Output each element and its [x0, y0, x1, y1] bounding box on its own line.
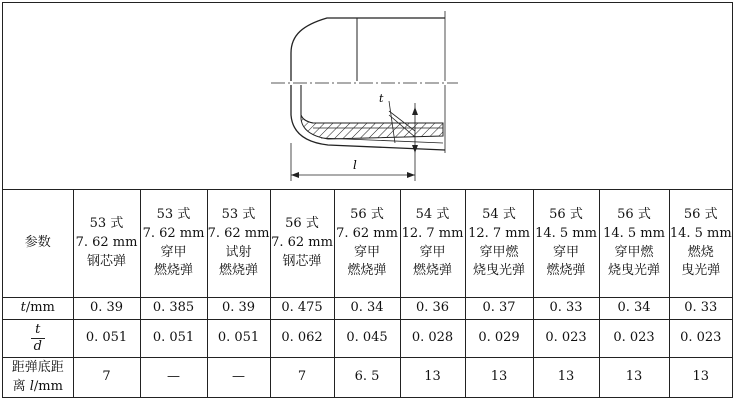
row-label-t: t/mm	[3, 298, 73, 320]
wall-outer-line	[321, 138, 443, 143]
table-cell: 0. 051	[140, 320, 207, 358]
table-cell: 0. 045	[334, 320, 400, 358]
table-cell: 0. 34	[334, 298, 400, 320]
table-row	[3, 320, 732, 358]
table-cell: 0. 023	[669, 320, 732, 358]
table-cell: 0. 37	[465, 298, 533, 320]
table-cell: 13	[599, 358, 669, 398]
column-header: 53 式 7. 62 mm 钢芯弹	[73, 190, 140, 298]
table-cell: 0. 062	[270, 320, 334, 358]
table-cell: 13	[669, 358, 732, 398]
table-cell: 0. 39	[207, 298, 270, 320]
table-cell: 0. 34	[599, 298, 669, 320]
table-cell: 0. 028	[400, 320, 465, 358]
row-label-t-over-d: $\frac{t}{d}$	[3, 320, 73, 358]
l-arrow-right	[407, 172, 415, 178]
figure-table-frame	[2, 2, 733, 398]
column-header: 56 式 14. 5 mm 穿甲燃 烧曳光弹	[599, 190, 669, 298]
column-header: 56 式 14. 5 mm 燃烧 曳光弹	[669, 190, 732, 298]
hatched-wall	[301, 115, 443, 139]
column-header: 56 式 7. 62 mm 穿甲 燃烧弹	[334, 190, 400, 298]
table-cell: 0. 385	[140, 298, 207, 320]
table-cell: 0. 051	[207, 320, 270, 358]
table-cell: 0. 051	[73, 320, 140, 358]
table-cell: 0. 33	[669, 298, 732, 320]
column-header: 53 式 7. 62 mm 试射 燃烧弹	[207, 190, 270, 298]
table-cell: 0. 33	[533, 298, 599, 320]
core-base-outline	[301, 85, 418, 123]
table-cell: 0. 36	[400, 298, 465, 320]
row-label-distance: 距弹底距 离 l/mm	[3, 358, 73, 398]
table-cell: 13	[533, 358, 599, 398]
arrowhead-up	[412, 107, 418, 115]
column-header: 53 式 7. 62 mm 穿甲 燃烧弹	[140, 190, 207, 298]
column-header: 56 式 14. 5 mm 穿甲 燃烧弹	[533, 190, 599, 298]
t-label: t	[379, 92, 384, 105]
table-row	[3, 358, 732, 398]
table-cell: 6. 5	[334, 358, 400, 398]
bullet-jacket-drawing	[3, 3, 734, 189]
table-cell: 0. 029	[465, 320, 533, 358]
param-header-cell: 参数	[3, 190, 73, 298]
table-cell: 7	[73, 358, 140, 398]
column-header: 54 式 12. 7 mm 穿甲燃 烧曳光弹	[465, 190, 533, 298]
l-arrow-left	[291, 172, 299, 178]
parameter-table	[3, 189, 732, 398]
table-cell: 13	[465, 358, 533, 398]
table-cell: 13	[400, 358, 465, 398]
table-cell: —	[140, 358, 207, 398]
table-row	[3, 298, 732, 320]
column-header: 56 式 7. 62 mm 钢芯弹	[270, 190, 334, 298]
table-cell: 7	[270, 358, 334, 398]
table-cell: 0. 39	[73, 298, 140, 320]
l-label: l	[353, 158, 357, 172]
table-cell: —	[207, 358, 270, 398]
table-cell: 0. 475	[270, 298, 334, 320]
header-row	[3, 190, 732, 298]
jacket-outline	[291, 18, 445, 81]
table-cell: 0. 023	[599, 320, 669, 358]
column-header: 54 式 12. 7 mm 穿甲 燃烧弹	[400, 190, 465, 298]
table-cell: 0. 023	[533, 320, 599, 358]
